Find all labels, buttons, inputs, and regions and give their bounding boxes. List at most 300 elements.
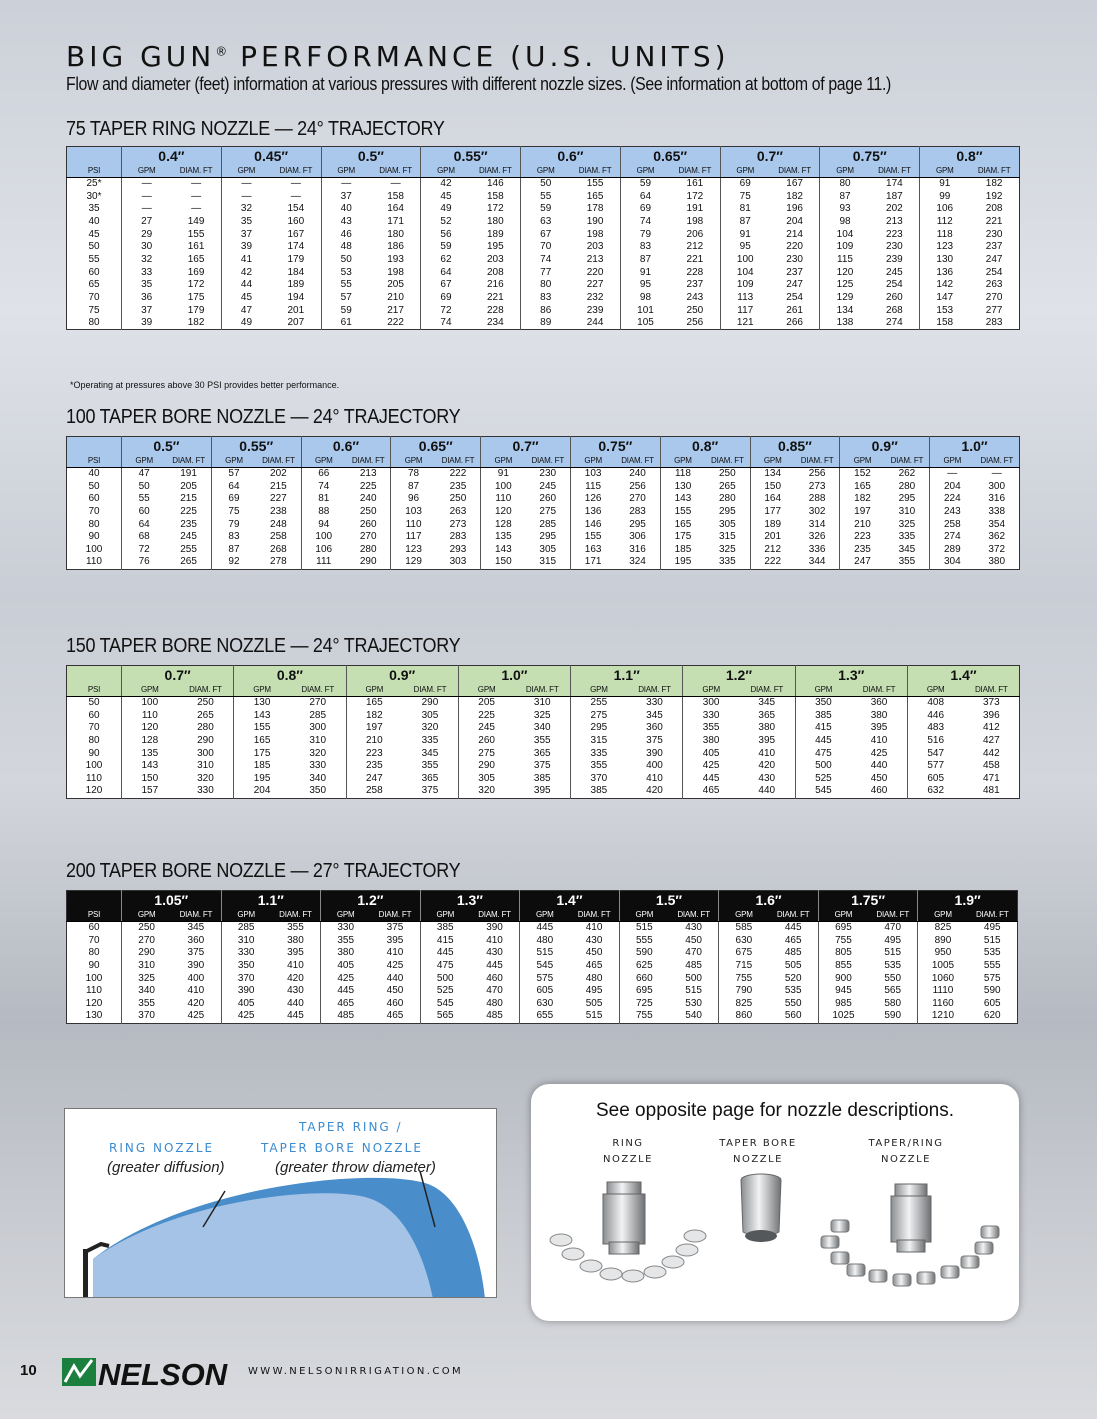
diam-cell: 205 (180, 480, 197, 492)
diam-cell: 255 (180, 543, 197, 555)
psi-cell: 40 (88, 468, 100, 480)
diam-cell: 270 (629, 493, 646, 505)
table-row (67, 190, 1020, 203)
diam-cell: 300 (197, 747, 214, 759)
diam-cell: 182 (187, 317, 205, 329)
gpm-cell: 53 (321, 266, 371, 279)
diam-cell: 240 (359, 493, 377, 505)
diam-cell: 167 (786, 178, 803, 190)
gpm-cell: 123 (391, 544, 436, 557)
gpm-cell: 50 (122, 480, 167, 493)
diam-cell: 265 (180, 556, 197, 568)
diam-cell: 237 (786, 266, 803, 278)
diam-cell: 410 (486, 934, 503, 946)
gpm-cell: 118 (660, 468, 705, 481)
nelson-logo (62, 1354, 232, 1390)
diam-cell: 420 (646, 785, 663, 797)
nozzle-size-header: 0.7″ (122, 666, 234, 685)
diam-header: DIAM. FT (271, 165, 321, 178)
diam-cell: 430 (585, 934, 603, 946)
diam-cell: 191 (686, 203, 704, 215)
caption-line: RING (612, 1138, 644, 1149)
gpm-cell: 79 (620, 228, 670, 241)
psi-cell: 60 (88, 266, 100, 278)
nozzle-size-header: 1.0″ (458, 666, 570, 685)
table-row (67, 480, 1020, 493)
diam-cell: 220 (586, 266, 604, 278)
gpm-cell: 104 (720, 266, 770, 279)
gpm-cell: 223 (840, 531, 885, 544)
gpm-cell: 805 (818, 947, 868, 960)
gpm-cell: 195 (234, 773, 290, 786)
gpm-cell: 69 (720, 178, 770, 191)
gpm-cell: 235 (840, 544, 885, 557)
header-blank (67, 891, 122, 910)
gpm-cell: 35 (221, 216, 271, 229)
gpm-cell: 91 (620, 266, 670, 279)
diam-cell: 305 (421, 709, 439, 721)
diam-cell: 320 (197, 772, 214, 784)
gpm-cell: 310 (122, 960, 172, 973)
diam-cell: 440 (386, 972, 404, 984)
diam-cell: 244 (586, 317, 604, 329)
psi-cell: 55 (88, 253, 100, 265)
diam-cell: 172 (686, 190, 704, 202)
section-title: 200 TAPER BORE NOZZLE — 27° TRAJECTORY (66, 860, 461, 882)
gpm-header: GPM (619, 909, 669, 922)
ring-nozzle-label: RING NOZZLE (109, 1141, 215, 1155)
diam-cell: 310 (533, 697, 551, 709)
diam-cell: 155 (586, 178, 604, 190)
psi-cell: 80 (88, 518, 100, 530)
diam-cell: 355 (287, 922, 304, 934)
diam-cell: 254 (786, 292, 803, 304)
diam-header: DIAM. FT (569, 909, 619, 922)
gpm-cell: 950 (918, 947, 968, 960)
diam-cell: 460 (486, 972, 503, 984)
psi-cell: 50 (88, 480, 100, 492)
gpm-cell: 92 (211, 556, 256, 569)
nozzle-size-header: 0.6″ (301, 437, 391, 456)
gpm-cell: 64 (211, 480, 256, 493)
gpm-header: GPM (720, 165, 770, 178)
gpm-cell: 123 (920, 241, 970, 254)
diam-cell: 515 (585, 1010, 603, 1022)
gpm-cell: 69 (211, 493, 256, 506)
diam-cell: 590 (983, 985, 1001, 997)
gpm-cell: 370 (122, 1010, 172, 1023)
gpm-cell: 515 (520, 947, 570, 960)
diam-cell: 277 (985, 304, 1003, 316)
gpm-cell: 87 (211, 544, 256, 557)
diam-cell: 217 (387, 304, 404, 316)
diam-cell: 540 (685, 1010, 702, 1022)
gpm-header: GPM (421, 165, 471, 178)
diam-header: DIAM. FT (256, 455, 301, 468)
nozzle-size-header: 1.4″ (907, 666, 1019, 685)
diam-cell: 270 (359, 531, 377, 543)
diam-cell: 445 (784, 922, 802, 934)
gpm-cell: 120 (122, 722, 178, 735)
diam-cell: 208 (985, 203, 1003, 215)
gpm-cell: — (321, 178, 371, 191)
gpm-cell: 425 (221, 1010, 271, 1023)
nozzle-size-header: 0.85″ (750, 437, 840, 456)
diam-cell: 495 (983, 922, 1001, 934)
diam-cell: 355 (898, 556, 916, 568)
gpm-cell: 515 (619, 922, 669, 935)
diam-cell: 270 (985, 292, 1003, 304)
diam-cell: 285 (309, 709, 327, 721)
gpm-cell: 182 (346, 709, 402, 722)
diam-cell: 400 (646, 760, 663, 772)
diam-cell: 280 (898, 480, 916, 492)
nozzle-size-header: 0.8″ (234, 666, 346, 685)
psi-cell: 130 (85, 1010, 103, 1022)
gpm-cell: 165 (840, 480, 885, 493)
ring-nozzle-image (547, 1172, 707, 1292)
diam-cell: 234 (487, 317, 504, 329)
diam-cell: 186 (387, 241, 404, 253)
gpm-cell: 98 (820, 216, 870, 229)
diam-cell: 305 (718, 518, 736, 530)
gpm-header: GPM (907, 684, 963, 697)
diam-cell: 375 (386, 922, 404, 934)
gpm-cell: 147 (920, 292, 970, 305)
diam-cell: 182 (786, 190, 803, 202)
gpm-cell: 475 (420, 960, 470, 973)
table-row (67, 785, 1020, 798)
diam-cell: 260 (359, 518, 377, 530)
gpm-cell: 247 (346, 773, 402, 786)
gpm-cell: 175 (234, 747, 290, 760)
nozzle-size-header: 0.9″ (346, 666, 458, 685)
gpm-cell: 660 (619, 972, 669, 985)
gpm-cell: 590 (619, 947, 669, 960)
table-row (67, 947, 1018, 960)
gpm-cell: 355 (321, 934, 371, 947)
diam-cell: 260 (886, 292, 903, 304)
gpm-cell: 315 (571, 735, 627, 748)
diam-cell: 263 (449, 505, 467, 517)
diam-cell: 227 (586, 279, 604, 291)
gpm-cell: 408 (907, 697, 963, 710)
gpm-cell: 100 (720, 254, 770, 267)
gpm-header: GPM (346, 684, 402, 697)
diam-cell: 362 (988, 531, 1006, 543)
diam-cell: 190 (586, 215, 604, 227)
gpm-cell: 48 (321, 241, 371, 254)
nozzle-size-header: 0.75″ (820, 147, 920, 166)
diam-cell: 215 (180, 493, 197, 505)
gpm-cell: 66 (301, 468, 346, 481)
diam-cell: 221 (487, 292, 504, 304)
diam-cell: 283 (449, 531, 467, 543)
gpm-header: GPM (391, 455, 436, 468)
diam-cell: 212 (686, 241, 704, 253)
gpm-cell: 33 (122, 266, 172, 279)
diam-cell: 227 (270, 493, 287, 505)
diam-cell: 222 (387, 317, 404, 329)
gpm-cell: 225 (458, 709, 514, 722)
gpm-cell: 37 (221, 228, 271, 241)
gpm-cell: 1025 (818, 1010, 868, 1023)
diam-cell: 158 (487, 190, 504, 202)
diam-cell: 325 (718, 543, 736, 555)
nozzle-size-header: 0.65″ (620, 147, 720, 166)
nozzle-size-header: 0.5″ (321, 147, 421, 166)
nozzle-size-header: 0.75″ (570, 437, 660, 456)
header-blank (67, 666, 122, 685)
gpm-cell: 1110 (918, 985, 968, 998)
gpm-cell: 59 (421, 241, 471, 254)
footnote: *Operating at pressures above 30 PSI provides better performance. (70, 380, 340, 390)
gpm-header: GPM (840, 455, 885, 468)
diam-header: DIAM. FT (402, 684, 458, 697)
table-row (67, 531, 1020, 544)
nozzle-size-header: 0.5″ (122, 437, 212, 456)
diam-cell: 325 (898, 518, 916, 530)
taper-ring-caption (851, 1136, 961, 1168)
gpm-cell: 1210 (918, 1010, 968, 1023)
diam-cell: 385 (533, 772, 551, 784)
gpm-cell: — (221, 190, 271, 203)
diam-cell: 203 (487, 253, 504, 265)
gpm-cell: 625 (619, 960, 669, 973)
diam-header: DIAM. FT (470, 909, 520, 922)
gpm-cell: 39 (122, 317, 172, 330)
diam-cell: 395 (758, 734, 776, 746)
diam-cell: 248 (270, 518, 287, 530)
nozzle-size-header: 1.1″ (221, 891, 321, 910)
diam-cell: 230 (886, 241, 903, 253)
gpm-cell: 405 (221, 998, 271, 1011)
gpm-cell: 385 (420, 922, 470, 935)
diam-cell: 535 (784, 985, 802, 997)
diam-header: DIAM. FT (615, 455, 660, 468)
diam-cell: 515 (983, 934, 1001, 946)
diam-cell: 395 (287, 947, 304, 959)
diam-cell: 216 (487, 279, 504, 291)
diam-cell: 180 (487, 215, 504, 227)
gpm-cell: 32 (122, 254, 172, 267)
gpm-cell: 270 (122, 934, 172, 947)
gpm-cell: 87 (820, 190, 870, 203)
gpm-cell: 98 (620, 292, 670, 305)
diam-cell: 430 (287, 985, 304, 997)
gpm-cell: 305 (458, 773, 514, 786)
diam-cell: 360 (187, 934, 205, 946)
diam-cell: 220 (786, 241, 803, 253)
gpm-cell: 74 (521, 254, 571, 267)
gpm-cell: 825 (719, 998, 769, 1011)
gpm-cell: 61 (321, 317, 371, 330)
diam-cell: 305 (539, 543, 557, 555)
diam-cell: 471 (982, 772, 1000, 784)
nozzle-size-header: 0.6″ (521, 147, 621, 166)
nozzle-size-header: 0.7″ (481, 437, 571, 456)
gpm-cell: 104 (820, 228, 870, 241)
diam-cell: 335 (421, 734, 439, 746)
gpm-header: GPM (122, 909, 172, 922)
gpm-cell: 630 (719, 934, 769, 947)
gpm-cell: 189 (750, 518, 795, 531)
diam-cell: 172 (187, 279, 205, 291)
diam-header: DIAM. FT (975, 455, 1020, 468)
gpm-cell: 577 (907, 760, 963, 773)
gpm-cell: 212 (750, 544, 795, 557)
diam-cell: 230 (985, 228, 1003, 240)
diam-cell: 238 (270, 505, 287, 517)
gpm-cell: 63 (521, 216, 571, 229)
diam-cell: 420 (187, 997, 205, 1009)
diam-cell: 290 (421, 697, 439, 709)
psi-cell: 90 (88, 959, 100, 971)
gpm-cell: 285 (221, 922, 271, 935)
gpm-cell: 330 (683, 709, 739, 722)
diam-cell: 355 (533, 734, 551, 746)
gpm-cell: 155 (570, 531, 615, 544)
gpm-cell: 500 (795, 760, 851, 773)
diam-cell: 175 (187, 292, 205, 304)
diam-cell: 430 (486, 947, 503, 959)
diam-cell: 303 (449, 556, 467, 568)
diam-cell: 440 (287, 997, 304, 1009)
gpm-cell: 75 (720, 190, 770, 203)
diam-cell: 245 (539, 480, 557, 492)
gpm-header: GPM (818, 909, 868, 922)
diam-cell: 223 (886, 228, 903, 240)
gpm-cell: 755 (818, 934, 868, 947)
gpm-cell: 1005 (918, 960, 968, 973)
psi-cell: 110 (86, 556, 102, 568)
gpm-cell: 675 (719, 947, 769, 960)
nozzle-size-header: 1.3″ (795, 666, 907, 685)
nozzle-size-header: 1.1″ (571, 666, 683, 685)
diam-cell: 221 (985, 215, 1003, 227)
table-row (67, 972, 1018, 985)
caption-line: NOZZLE (733, 1154, 783, 1165)
gpm-cell: 182 (840, 493, 885, 506)
diam-header: DIAM. FT (471, 165, 521, 178)
gpm-cell: 46 (321, 228, 371, 241)
gpm-cell: 258 (346, 785, 402, 798)
ring-nozzle-area (93, 1193, 433, 1298)
diam-header: DIAM. FT (290, 684, 346, 697)
gpm-cell: 204 (234, 785, 290, 798)
diam-cell: 410 (386, 947, 404, 959)
diam-cell: 262 (898, 468, 916, 480)
psi-cell: 80 (88, 734, 100, 746)
gpm-cell: 138 (820, 317, 870, 330)
gpm-cell: 130 (234, 697, 290, 710)
table-row (67, 317, 1020, 330)
diam-cell: 310 (309, 734, 327, 746)
psi-cell: 90 (88, 747, 100, 759)
nozzle-size-header: 0.45″ (221, 147, 321, 166)
diam-cell: 375 (646, 734, 663, 746)
diam-header: DIAM. FT (739, 684, 795, 697)
diam-cell: 350 (309, 785, 327, 797)
gpm-header: GPM (211, 455, 256, 468)
gpm-cell: 350 (221, 960, 271, 973)
gpm-cell: 55 (122, 493, 167, 506)
gpm-cell: 39 (221, 241, 271, 254)
diam-cell: 205 (387, 279, 404, 291)
diam-cell: 247 (985, 253, 1003, 265)
diam-cell: 344 (808, 556, 826, 568)
gpm-header: GPM (918, 909, 968, 922)
diam-cell: 420 (758, 760, 776, 772)
table-row (67, 203, 1020, 216)
gpm-cell: 304 (930, 556, 975, 569)
diam-cell: 450 (585, 947, 603, 959)
gpm-cell: 106 (301, 544, 346, 557)
diam-cell: 470 (685, 947, 702, 959)
diam-cell: 225 (359, 480, 377, 492)
gpm-cell: 69 (421, 292, 471, 305)
gpm-cell: 99 (920, 190, 970, 203)
diam-cell: 258 (270, 531, 287, 543)
gpm-header: GPM (221, 165, 271, 178)
gpm-cell: 79 (211, 518, 256, 531)
gpm-cell: 50 (521, 178, 571, 191)
diam-cell: 275 (539, 505, 557, 517)
diam-cell: 515 (685, 985, 702, 997)
gpm-cell: 158 (920, 317, 970, 330)
diam-cell: 410 (187, 985, 205, 997)
gpm-cell: 185 (660, 544, 705, 557)
gpm-header: GPM (571, 684, 627, 697)
taper-label-2: TAPER BORE NOZZLE (261, 1141, 423, 1155)
nozzle-size-header: 1.0″ (930, 437, 1020, 456)
psi-cell: 70 (88, 934, 100, 946)
diam-cell: 213 (359, 468, 377, 480)
diam-cell: 263 (985, 279, 1003, 291)
gpm-cell: 128 (481, 518, 526, 531)
gpm-cell: — (122, 178, 172, 191)
gpm-cell: 243 (930, 506, 975, 519)
table-row (67, 292, 1020, 305)
taper-bore-caption (703, 1136, 813, 1168)
gpm-cell: 100 (481, 480, 526, 493)
diam-cell: 460 (386, 997, 404, 1009)
section-title: 75 TAPER RING NOZZLE — 24° TRAJECTORY (66, 118, 445, 140)
diam-cell: — (390, 178, 401, 190)
gpm-cell: 295 (571, 722, 627, 735)
table-row (67, 178, 1020, 191)
nozzle-size-header: 1.5″ (619, 891, 719, 910)
diam-cell: 505 (784, 959, 802, 971)
diam-cell: 390 (187, 959, 205, 971)
section-title: 100 TAPER BORE NOZZLE — 24° TRAJECTORY (66, 406, 461, 428)
table-row (67, 922, 1018, 935)
gpm-cell: 45 (421, 190, 471, 203)
gpm-cell: 134 (750, 468, 795, 481)
diam-cell: 293 (449, 543, 467, 555)
gpm-cell: 52 (421, 216, 471, 229)
gpm-cell: 165 (660, 518, 705, 531)
gpm-cell: 93 (820, 203, 870, 216)
diam-cell: 283 (985, 317, 1003, 329)
diam-cell: 250 (718, 468, 736, 480)
gpm-cell: 205 (458, 697, 514, 710)
psi-cell: 100 (85, 972, 103, 984)
table-row (67, 518, 1020, 531)
gpm-cell: 55 (321, 279, 371, 292)
table-row (67, 279, 1020, 292)
psi-cell: 30* (86, 190, 102, 202)
